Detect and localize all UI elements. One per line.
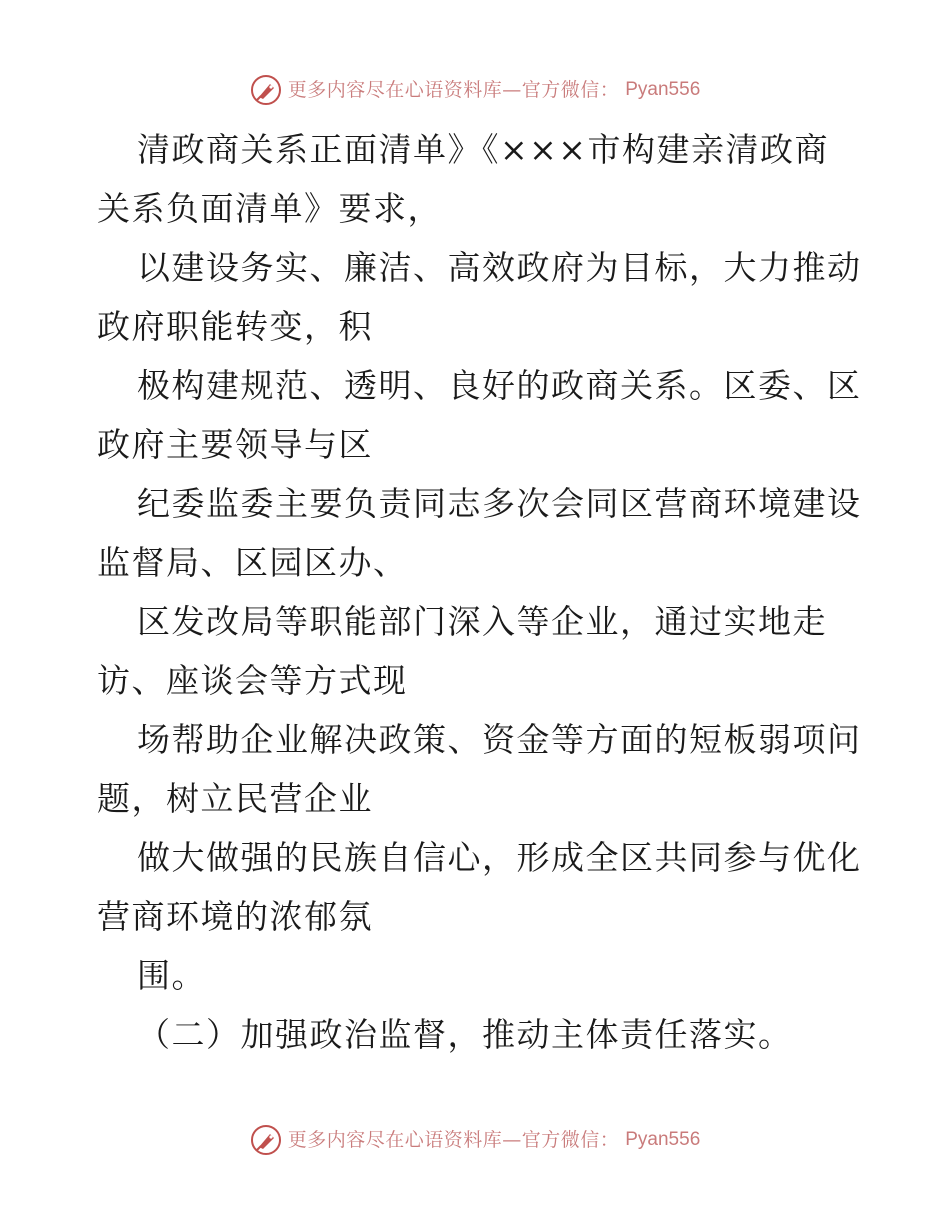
text-line: 监督局、区园区办、 (97, 543, 408, 582)
document-body (97, 120, 862, 1064)
text-line: 区发改局等职能部门深入等企业，通过实地走 (137, 602, 827, 641)
text-line: 围。 (137, 956, 206, 995)
section-heading: （二）加强政治监督，推动主体责任落实。 (137, 1015, 793, 1054)
watermark-wechat-id: Pyan556 (625, 1129, 701, 1150)
watermark-text: 更多内容尽在心语资料库—官方微信： (287, 1129, 620, 1151)
pen-nib-logo-icon (250, 74, 282, 106)
text-line: 政府职能转变，积 (97, 307, 373, 346)
text-line: 题，树立民营企业 (97, 779, 373, 818)
watermark-wechat-id: Pyan556 (625, 79, 701, 100)
text-line: 以建设务实、廉洁、高效政府为目标，大力推动 (137, 248, 862, 287)
text-line: 极构建规范、透明、良好的政商关系。区委、区 (137, 366, 862, 405)
text-line: 访、座谈会等方式现 (97, 661, 408, 700)
text-line: 场帮助企业解决政策、资金等方面的短板弱项问 (137, 720, 862, 759)
text-line: 关系负面清单》要求， (97, 189, 442, 228)
text-line: 清政商关系正面清单》《×××市构建亲清政商 (137, 130, 829, 169)
text-line: 纪委监委主要负责同志多次会同区营商环境建设 (137, 484, 862, 523)
watermark-text: 更多内容尽在心语资料库—官方微信： (287, 79, 620, 101)
header-watermark (0, 70, 950, 110)
pen-nib-logo-icon (250, 1124, 282, 1156)
footer-watermark (0, 1120, 950, 1160)
text-line: 政府主要领导与区 (97, 425, 373, 464)
text-line: 做大做强的民族自信心，形成全区共同参与优化 (137, 838, 862, 877)
text-line: 营商环境的浓郁氛 (97, 897, 373, 936)
